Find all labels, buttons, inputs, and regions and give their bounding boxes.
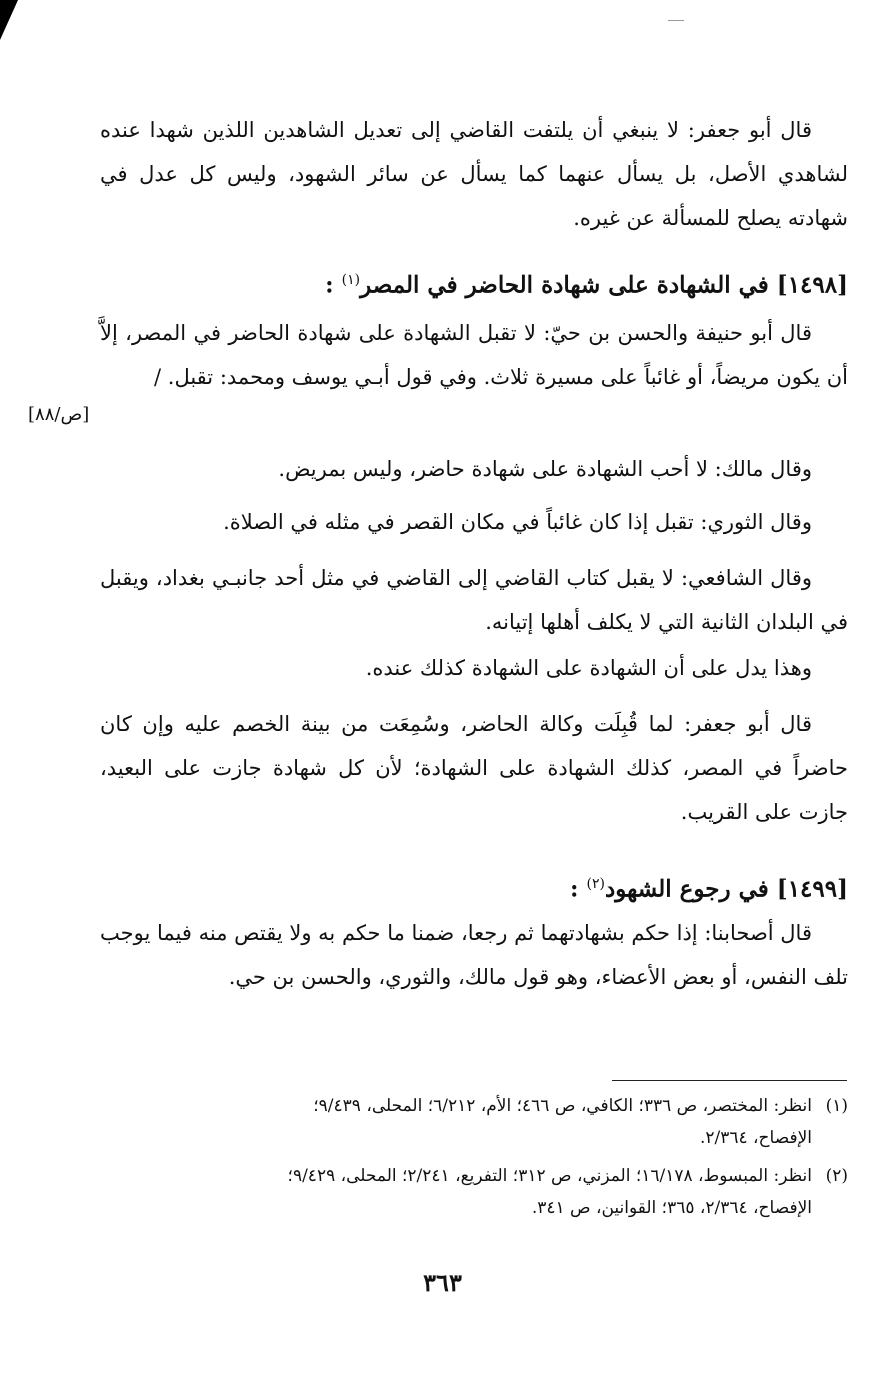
paragraph-conclusion: وهذا يدل على أن الشهادة على الشهادة كذلك عنده. [365, 656, 812, 680]
section-number: [١٤٩٩] [776, 875, 848, 903]
footnote-1 [96, 1090, 848, 1154]
footnote-2 [96, 1160, 848, 1224]
footnote-number: (١) [825, 1096, 848, 1116]
paragraph-malik: وقال مالك: لا أحب الشهادة على شهادة حاضر، وليس بمريض. [278, 457, 812, 481]
paragraph-abu-hanifa: قال أبو حنيفة والحسن بن حيّ: لا تقبل الشهادة على شهادة الحاضر في المصر، إلاَّ أن يكون مريضاً، أو غائباً على مسيرة ثلاث. وفي قول أبـي يوسف ومحمد: تقبل. / [100, 321, 848, 389]
paragraph-ashabuna: قال أصحابنا: إذا حكم بشهادتهما ثم رجعا، ضمنا ما حكم به ولا يقتص منه فيما يوجب تلف النفس، أو بعض الأعضاء، وهو قول مالك، والثوري، والحسن بن حي. [100, 921, 848, 989]
section-title: في الشهادة على شهادة الحاضر في المصر [360, 271, 769, 299]
footnote-ref-1[interactable]: (١) [341, 272, 361, 288]
footnote-ref-2[interactable]: (٢) [586, 876, 606, 892]
footnote-separator [612, 1080, 847, 1081]
footnote-text: انظر: المختصر، ص ٣٣٦؛ الكافي، ص ٤٦٦؛ الأم، ٦/٢١٢؛ المحلى، ٩/٤٣٩؛ [313, 1096, 812, 1116]
paragraph-abu-jafar-1: قال أبو جعفر: لا ينبغي أن يلتفت القاضي إلى تعديل الشاهدين اللذين شهدا عنده لشاهدي الأصل، بل يسأل عنهما كما يسأل عن سائر الشهود، وليس كل عدل في شهادته يصلح للمسألة عن غيره. [100, 118, 848, 230]
section-title: في رجوع الشهود [605, 875, 769, 903]
section-heading-1498 [100, 258, 848, 308]
margin-page-reference: [ص/٨٨] [28, 404, 90, 425]
footnote-text: انظر: المبسوط، ١٦/١٧٨؛ المزني، ص ٣١٢؛ التفريع، ٢/٢٤١؛ المحلى، ٩/٤٢٩؛ [287, 1166, 812, 1186]
page-corner-mark [0, 0, 18, 40]
scan-mark [668, 20, 684, 21]
page-number: ٣٦٣ [423, 1268, 462, 1297]
heading-colon: : [325, 271, 334, 299]
paragraph-abu-jafar-2: قال أبو جعفر: لما قُبِلَت وكالة الحاضر، وسُمِعَت من بينة الخصم عليه وإن كان حاضراً في المصر، كذلك الشهادة على الشهادة؛ لأن كل شهادة جازت على البعيد، جازت على القريب. [100, 712, 848, 824]
footnote-number: (٢) [825, 1166, 848, 1186]
paragraph-shafii: وقال الشافعي: لا يقبل كتاب القاضي إلى القاضي في مثل أحد جانبـي بغداد، ويقبل في البلدان الثانية التي لا يكلف أهلها إتيانه. [100, 566, 848, 634]
section-heading-1499 [100, 862, 848, 912]
paragraph-thawri: وقال الثوري: تقبل إذا كان غائباً في مكان القصر في مثله في الصلاة. [223, 510, 812, 534]
heading-colon: : [570, 875, 579, 903]
footnote-text-cont: الإفصاح، ٢/٣٦٤. [699, 1128, 812, 1148]
section-number: [١٤٩٨] [776, 271, 848, 299]
footnote-text-cont: الإفصاح، ٢/٣٦٤، ٣٦٥؛ القوانين، ص ٣٤١. [531, 1198, 812, 1218]
